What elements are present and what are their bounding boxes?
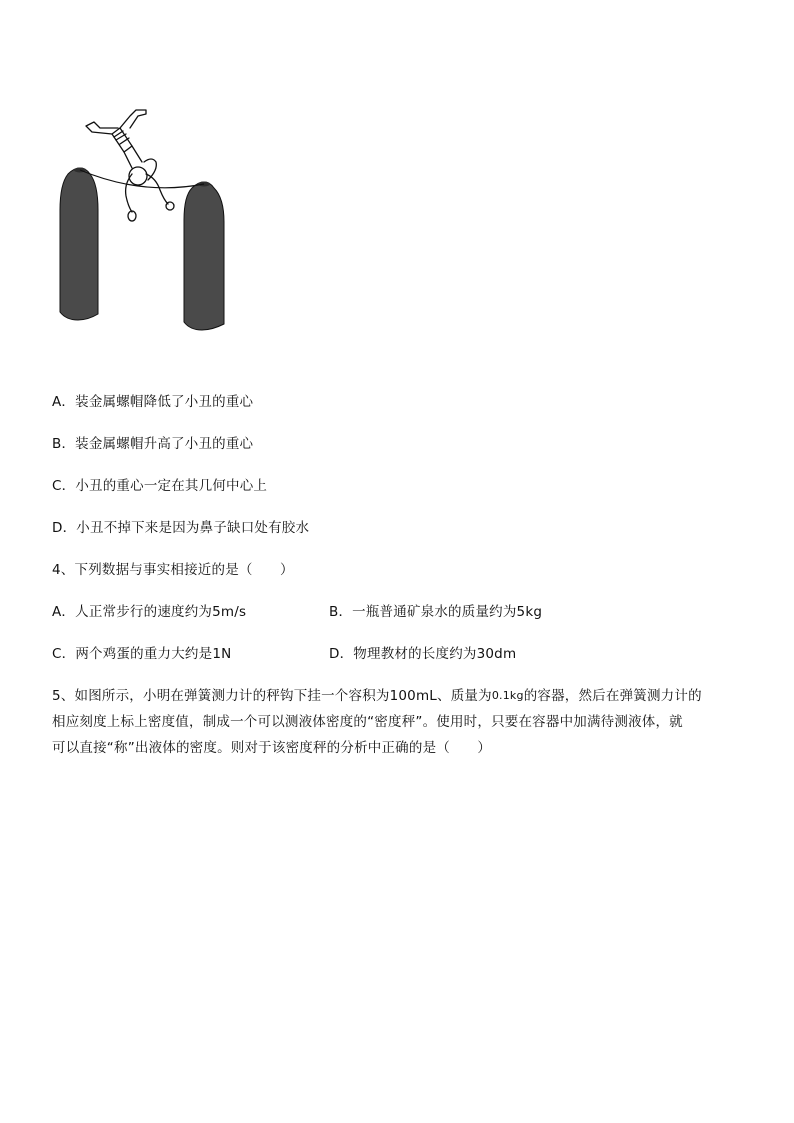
q5-line-1-pre: 5、如图所示，小明在弹簧测力计的秤钩下挂一个容积为100mL、质量为 — [52, 688, 492, 704]
q5-line-1-post: 的容器，然后在弹簧测力计的 — [523, 688, 702, 704]
q4-stem: 4、下列数据与事实相接近的是（ ） — [52, 562, 294, 578]
q4-option-b: B．一瓶普通矿泉水的质量约为5kg — [329, 604, 543, 620]
q3-option-d: D．小丑不掉下来是因为鼻子缺口处有胶水 — [52, 520, 310, 536]
q5-mass-value: 0.1kg — [491, 689, 524, 702]
q3-option-b: B．装金属螺帽升高了小丑的重心 — [52, 436, 254, 452]
q5-line-3: 可以直接“称”出液体的密度。则对于该密度秤的分析中正确的是（ ） — [52, 740, 492, 756]
q4-option-c: C．两个鸡蛋的重力大约是1N — [52, 646, 232, 662]
q3-option-a: A．装金属螺帽降低了小丑的重心 — [52, 394, 254, 410]
q3-option-c: C．小丑的重心一定在其几何中心上 — [52, 478, 268, 494]
q4-option-d: D．物理教材的长度约为30dm — [329, 646, 517, 662]
q5-line-1 — [52, 687, 702, 705]
q4-option-a: A．人正常步行的速度约为5m/s — [52, 604, 247, 620]
clown-balancing-on-wire-icon — [52, 100, 242, 336]
clown-figure — [52, 100, 242, 336]
q5-line-2: 相应刻度上标上密度值，制成一个可以测液体密度的“密度秤”。使用时，只要在容器中加满待测液体，就 — [52, 714, 683, 730]
